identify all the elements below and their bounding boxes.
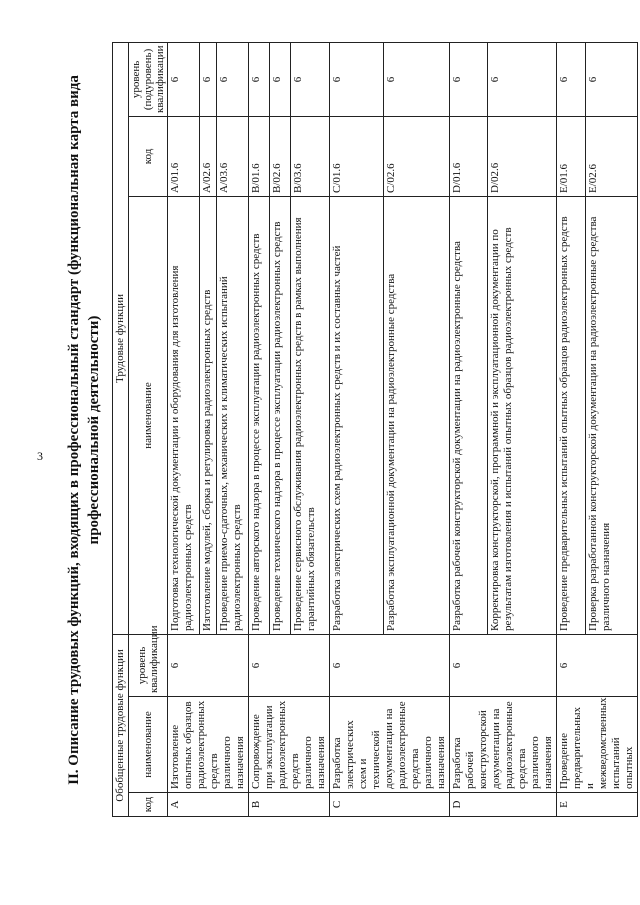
- function-level: 6: [585, 42, 637, 116]
- group-name: Изготовление опытных образцов радиоэлектронных средств различного назначения: [168, 697, 249, 793]
- function-level: 6: [557, 42, 586, 116]
- function-level: 6: [199, 42, 217, 116]
- function-name: Проверка разработанной конструкторской документации на радиоэлектронные средства различного назначения: [585, 196, 637, 634]
- function-name: Проведение сервисного обслуживания радиоэлектронных средств в рамках выполнения гарантийных обязательств: [291, 196, 330, 634]
- function-level: 6: [330, 42, 384, 116]
- function-code: A/01.6: [168, 116, 200, 196]
- functional-map-table: [112, 42, 638, 817]
- group-code: D: [450, 793, 557, 817]
- function-name: Разработка рабочей конструкторской документации на радиоэлектронные средства: [450, 196, 488, 634]
- header-generalized: Обобщенные трудовые функции: [113, 634, 129, 816]
- function-name: Изготовление модулей, сборка и регулировка радиоэлектронных средств: [199, 196, 217, 634]
- group-level: 6: [330, 634, 450, 696]
- table-row: [249, 42, 270, 816]
- group-name: Сопровождение при эксплуатации радиоэлектронных средств различного назначения: [249, 697, 330, 793]
- function-name: Корректировка конструкторской, программной и эксплуатационной документации по результатам изготовления и испытаний опытных образцов радиоэлектронных средств: [488, 196, 557, 634]
- function-name: Проведение предварительных испытаний опытных образцов радиоэлектронных средств: [557, 196, 586, 634]
- function-code: B/03.6: [291, 116, 330, 196]
- function-code: B/01.6: [249, 116, 270, 196]
- header-labor-functions: Трудовые функции: [113, 42, 129, 634]
- function-level: 6: [450, 42, 488, 116]
- function-level: 6: [270, 42, 291, 116]
- function-code: A/03.6: [217, 116, 249, 196]
- function-name: Проведение приемо-сдаточных, механических и климатических испытаний радиоэлектронных средств: [217, 196, 249, 634]
- group-code: A: [168, 793, 249, 817]
- header-tf-name: наименование: [129, 196, 168, 634]
- group-code: E: [557, 793, 638, 817]
- section-title-line-1: II. Описание трудовых функций, входящих в профессиональный стандарт (функциональная карта вида: [66, 75, 82, 785]
- function-code: C/02.6: [384, 116, 450, 196]
- function-level: 6: [488, 42, 557, 116]
- group-name: Разработка рабочей конструкторской документации на радиоэлектронные средства различного назначения: [450, 697, 557, 793]
- function-code: D/02.6: [488, 116, 557, 196]
- function-code: B/02.6: [270, 116, 291, 196]
- header-tf-code: код: [129, 116, 168, 196]
- header-name: наименование: [129, 697, 168, 793]
- table-row: [168, 42, 200, 816]
- group-level: 6: [557, 634, 638, 696]
- section-title-line-2: профессиональной деятельности): [86, 315, 102, 545]
- header-row-2: [129, 42, 168, 816]
- function-name: Подготовка технологической документации и оборудования для изготовления радиоэлектронных средств: [168, 196, 200, 634]
- group-level: 6: [249, 634, 330, 696]
- function-name: Проведение авторского надзора в процессе эксплуатации радиоэлектронных средств: [249, 196, 270, 634]
- table-row: [330, 42, 384, 816]
- group-level: 6: [168, 634, 249, 696]
- section-title: [64, 45, 104, 815]
- page-number: 3: [37, 449, 43, 463]
- function-code: E/02.6: [585, 116, 637, 196]
- header-row-1: [113, 42, 129, 816]
- function-level: 6: [249, 42, 270, 116]
- function-code: D/01.6: [450, 116, 488, 196]
- table-row: [450, 42, 488, 816]
- function-code: A/02.6: [199, 116, 217, 196]
- function-name: Разработка эксплуатационной документации на радиоэлектронные средства: [384, 196, 450, 634]
- function-level: 6: [291, 42, 330, 116]
- function-name: Разработка электрических схем радиоэлектронных средств и их составных частей: [330, 196, 384, 634]
- group-code: B: [249, 793, 330, 817]
- group-code: C: [330, 793, 450, 817]
- header-level: уровень квалификации: [129, 634, 168, 696]
- function-code: E/01.6: [557, 116, 586, 196]
- function-name: Проведение технического надзора в процессе эксплуатации радиоэлектронных средств: [270, 196, 291, 634]
- table-row: [557, 42, 586, 816]
- group-name: Разработка электрических схем и технической документации на радиоэлектронные средства различного назначения: [330, 697, 450, 793]
- function-level: 6: [217, 42, 249, 116]
- function-level: 6: [168, 42, 200, 116]
- function-code: C/01.6: [330, 116, 384, 196]
- header-code: код: [129, 793, 168, 817]
- group-name: Проведение предварительных и межведомственных испытаний опытных: [557, 697, 638, 793]
- function-level: 6: [384, 42, 450, 116]
- group-level: 6: [450, 634, 557, 696]
- header-tf-level: уровень (подуровень) квалификации: [129, 42, 168, 116]
